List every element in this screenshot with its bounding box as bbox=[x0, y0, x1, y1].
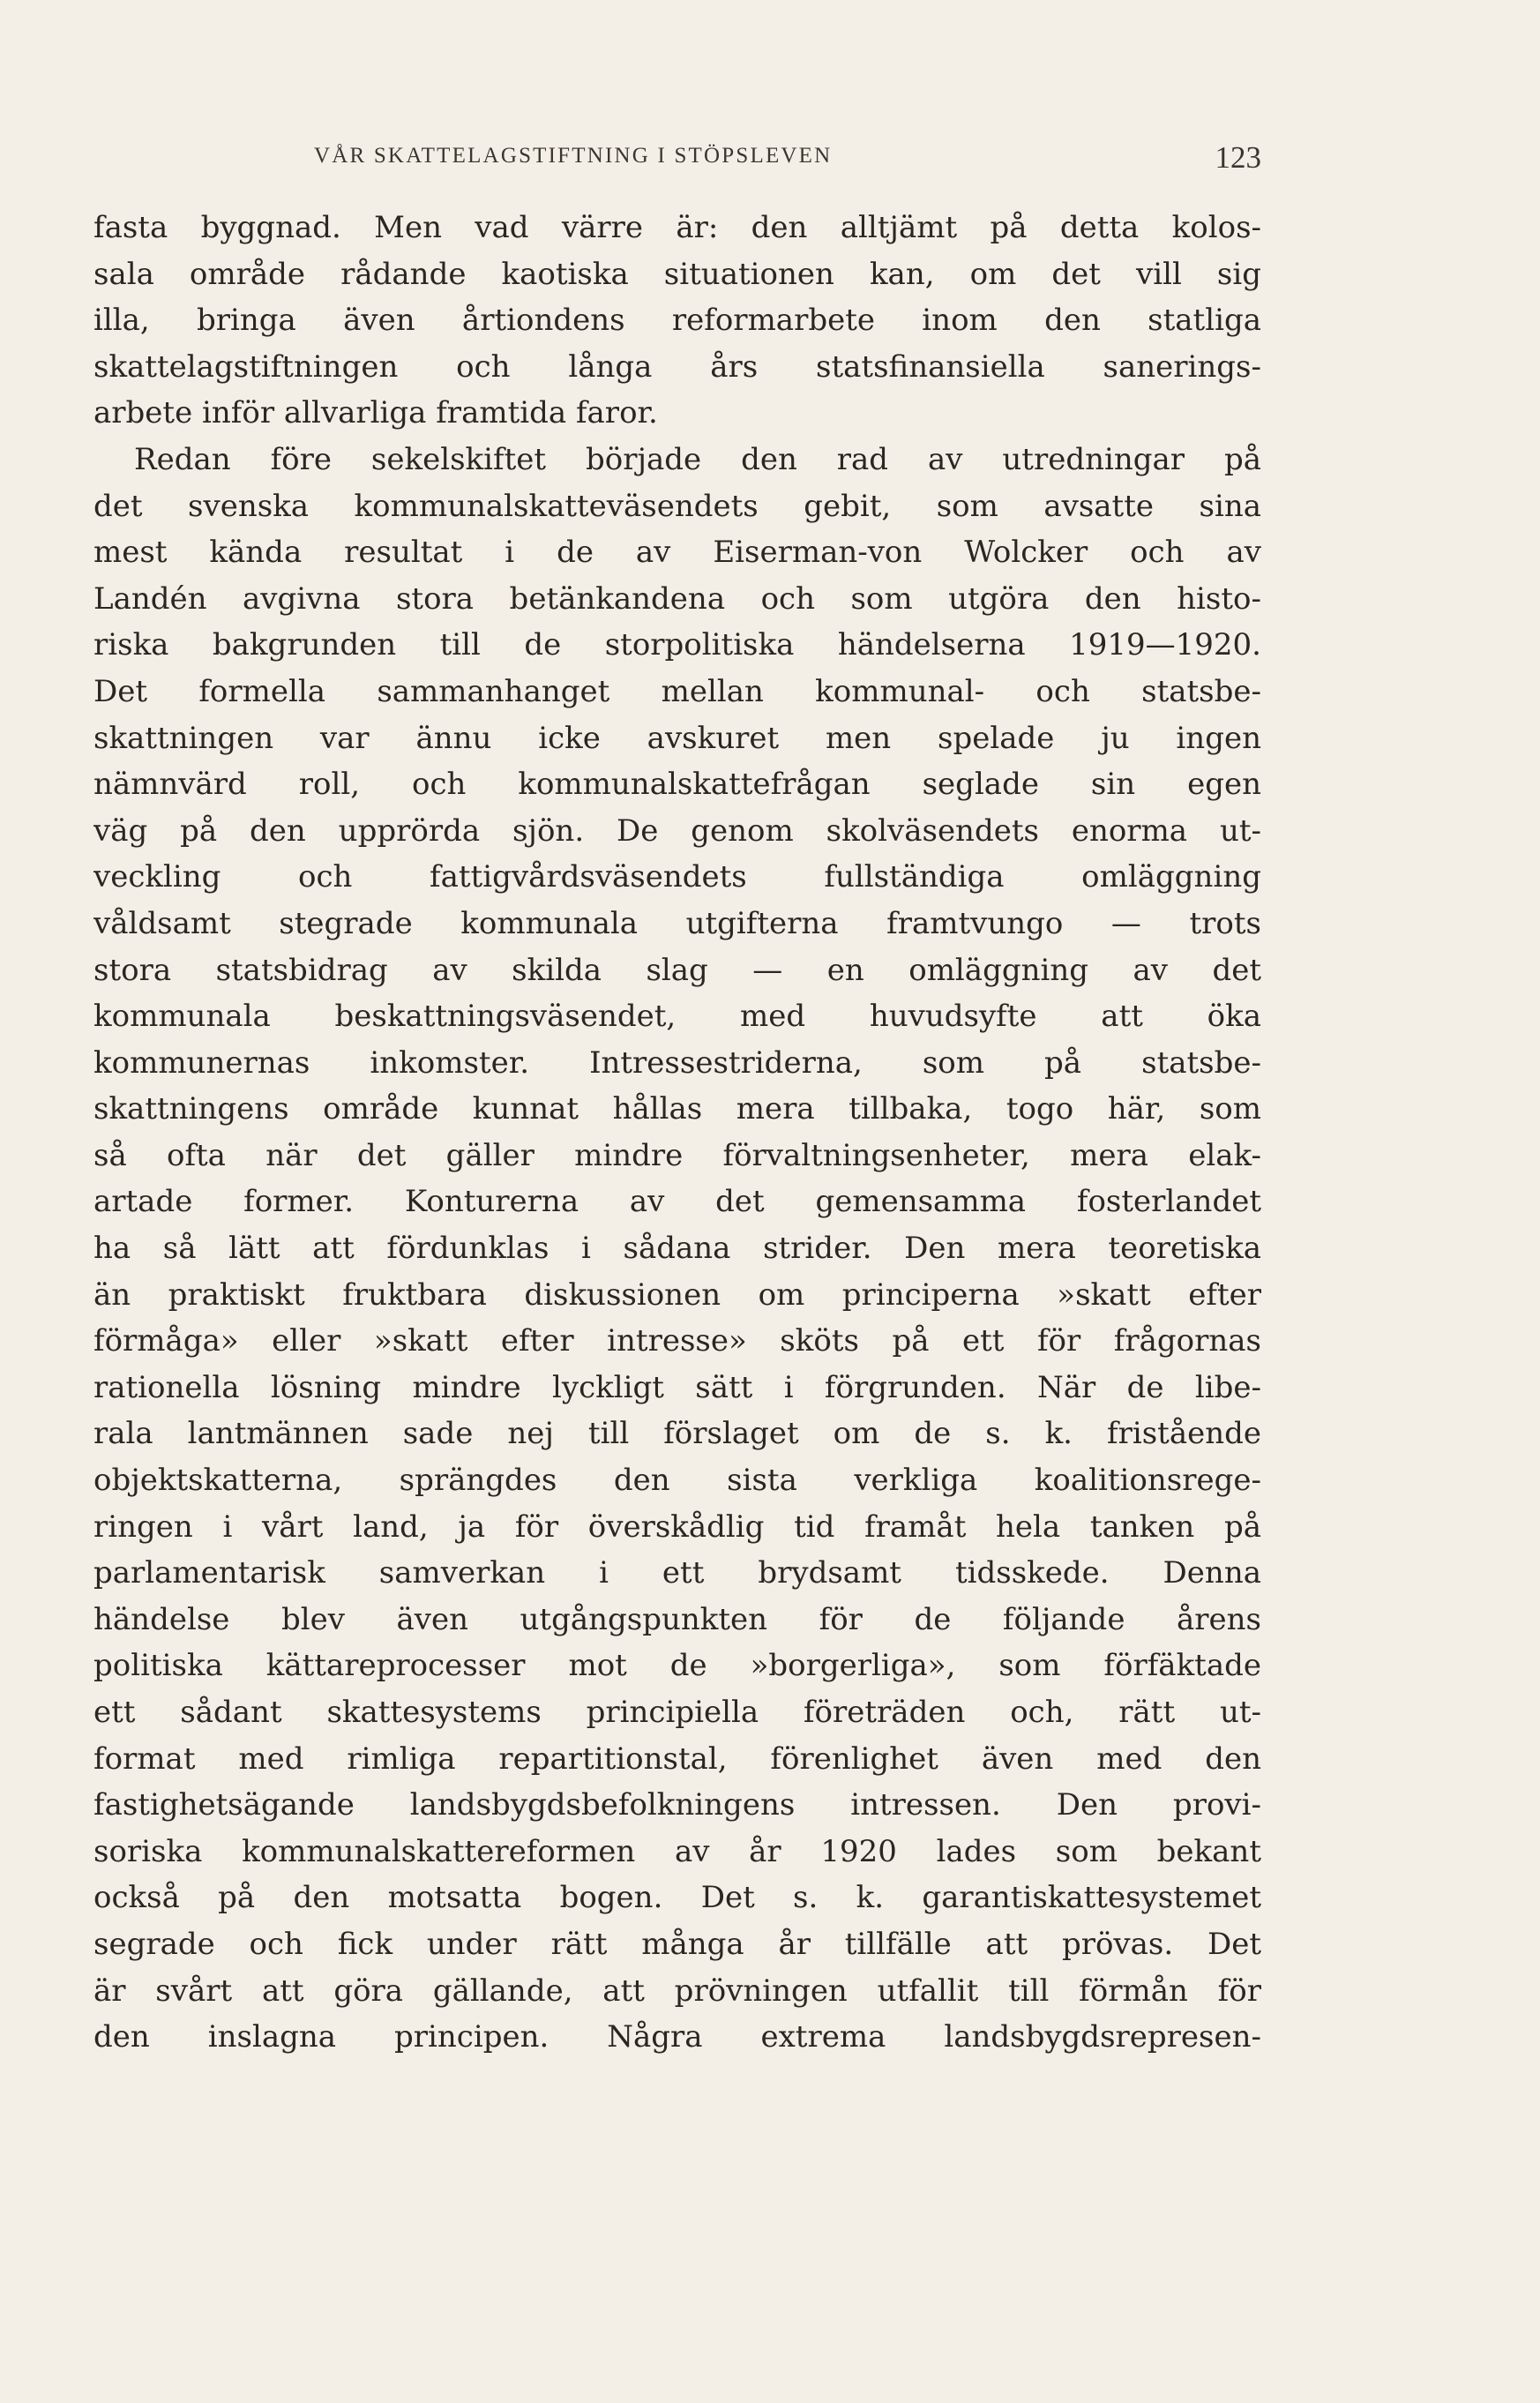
body-text bbox=[93, 205, 1261, 2061]
text-line: veckling och fattigvårdsväsendets fullständiga omläggning bbox=[93, 859, 1261, 895]
text-line: skattelagstiftningen och långa års statsfinansiella sanerings- bbox=[93, 348, 1261, 385]
text-line: Landén avgivna stora betänkandena och som utgöra den histo- bbox=[93, 580, 1261, 617]
text-line: ett sådant skattesystems principiella företräden och, rätt ut- bbox=[93, 1695, 1261, 1730]
text-line: illa, bringa även årtiondens reformarbete inom den statliga bbox=[93, 303, 1261, 339]
text-line: också på den motsatta bogen. Det s. k. garantiskattesystemet bbox=[93, 1880, 1261, 1916]
text-line: parlamentarisk samverkan i ett brydsamt tidsskede. Denna bbox=[93, 1555, 1261, 1591]
text-line: nämnvärd roll, och kommunalskattefrågan seglade sin egen bbox=[93, 767, 1261, 803]
text-line: än praktiskt fruktbara diskussionen om principerna »skatt efter bbox=[93, 1276, 1261, 1313]
text-line: väg på den upprörda sjön. De genom skolväsendets enorma ut- bbox=[93, 812, 1261, 849]
text-line: kommunala beskattningsväsendet, med huvudsyfte att öka bbox=[93, 999, 1261, 1035]
text-line: så ofta när det gäller mindre förvaltningsenheter, mera elak- bbox=[93, 1137, 1261, 1173]
text-line: skattningens område kunnat hållas mera tillbaka, togo här, som bbox=[93, 1091, 1261, 1127]
text-line: ringen i vårt land, ja för överskådlig tid framåt hela tanken på bbox=[93, 1508, 1261, 1545]
text-line: sala område rådande kaotiska situationen kan, om det vill sig bbox=[93, 256, 1261, 292]
text-line: är svårt att göra gällande, att prövningen utfallit till förmån för bbox=[93, 1973, 1261, 2009]
text-line: format med rimliga repartitionstal, förenlighet även med den bbox=[93, 1740, 1261, 1777]
text-line: arbete inför allvarliga framtida faror. bbox=[93, 395, 658, 431]
text-line: våldsamt stegrade kommunala utgifterna framtvungo — trots bbox=[93, 905, 1261, 941]
text-line: soriska kommunalskattereformen av år 1920 lades som bekant bbox=[93, 1833, 1261, 1869]
text-line: rationella lösning mindre lyckligt sätt i förgrunden. När de libe- bbox=[93, 1369, 1261, 1405]
text-line: riska bakgrunden till de storpolitiska händelserna 1919—1920. bbox=[93, 627, 1261, 663]
text-line: fastighetsägande landsbygdsbefolkningens intressen. Den provi- bbox=[93, 1787, 1261, 1823]
page-header bbox=[93, 140, 1261, 179]
text-line: rala lantmännen sade nej till förslaget om de s. k. fristående bbox=[93, 1416, 1261, 1452]
text-line: fasta byggnad. Men vad värre är: den alltjämt på detta kolos- bbox=[93, 210, 1261, 245]
text-line: stora statsbidrag av skilda slag — en omläggning av det bbox=[93, 952, 1261, 988]
text-line: det svenska kommunalskatteväsendets gebit, som avsatte sina bbox=[93, 488, 1261, 524]
running-title: VÅR SKATTELAGSTIFTNING I STÖPSLEVEN bbox=[314, 144, 833, 168]
text-line: artade former. Konturerna av det gemensamma fosterlandet bbox=[93, 1184, 1261, 1220]
text-line: skattningen var ännu icke avskuret men spelade ju ingen bbox=[93, 720, 1261, 756]
text-line: politiska kättareprocesser mot de »borgerliga», som förfäktade bbox=[93, 1648, 1261, 1684]
text-line: förmåga» eller »skatt efter intresse» sköts på ett för frågornas bbox=[93, 1323, 1261, 1359]
text-line: segrade och fick under rätt många år tillfälle att prövas. Det bbox=[93, 1926, 1261, 1962]
text-line: Redan före sekelskiftet började den rad av utredningar på bbox=[134, 441, 1261, 477]
text-line: Det formella sammanhanget mellan kommunal- och statsbe- bbox=[93, 673, 1261, 709]
page-number: 123 bbox=[1215, 140, 1261, 175]
text-line: ha så lätt att fördunklas i sådana strider. Den mera teoretiska bbox=[93, 1231, 1261, 1267]
text-line: den inslagna principen. Några extrema landsbygdsrepresen- bbox=[93, 2019, 1261, 2055]
text-line: händelse blev även utgångspunkten för de följande årens bbox=[93, 1601, 1261, 1637]
text-line: kommunernas inkomster. Intressestriderna, som på statsbe- bbox=[93, 1044, 1261, 1081]
text-line: objektskatterna, sprängdes den sista verkliga koalitionsrege- bbox=[93, 1463, 1261, 1499]
text-line: mest kända resultat i de av Eiserman-von Wolcker och av bbox=[93, 535, 1261, 571]
